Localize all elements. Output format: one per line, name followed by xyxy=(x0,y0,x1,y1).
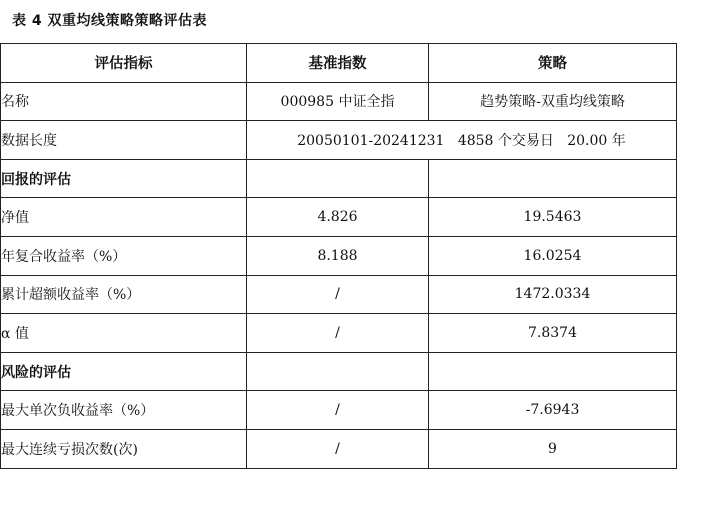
empty-cell xyxy=(429,352,677,391)
benchmark-cell: / xyxy=(247,391,429,430)
strategy-cell: 16.0254 xyxy=(429,236,677,275)
strategy-cell: 趋势策略-双重均线策略 xyxy=(429,82,677,121)
benchmark-cell: 8.188 xyxy=(247,236,429,275)
benchmark-cell: / xyxy=(247,429,429,468)
table-row xyxy=(1,121,677,160)
benchmark-cell: 4.826 xyxy=(247,198,429,237)
strategy-cell: 9 xyxy=(429,429,677,468)
strategy-cell: 1472.0334 xyxy=(429,275,677,314)
row-label: 数据长度 xyxy=(1,121,247,160)
strategy-evaluation-table xyxy=(0,43,677,469)
section-label: 风险的评估 xyxy=(1,352,247,391)
row-label: 最大单次负收益率（%） xyxy=(1,391,247,430)
header-strategy: 策略 xyxy=(429,44,677,83)
table-row xyxy=(1,314,677,353)
empty-cell xyxy=(247,159,429,198)
row-label: 名称 xyxy=(1,82,247,121)
row-label: α 值 xyxy=(1,314,247,353)
empty-cell xyxy=(247,352,429,391)
section-row xyxy=(1,159,677,198)
header-metric: 评估指标 xyxy=(1,44,247,83)
row-label: 净值 xyxy=(1,198,247,237)
header-benchmark: 基准指数 xyxy=(247,44,429,83)
table-row xyxy=(1,275,677,314)
merged-value-cell: 20050101-20241231 4858 个交易日 20.00 年 xyxy=(247,121,677,160)
table-row xyxy=(1,198,677,237)
table-row xyxy=(1,82,677,121)
strategy-cell: 7.8374 xyxy=(429,314,677,353)
row-label: 年复合收益率（%） xyxy=(1,236,247,275)
table-row xyxy=(1,236,677,275)
strategy-cell: -7.6943 xyxy=(429,391,677,430)
section-label: 回报的评估 xyxy=(1,159,247,198)
table-row xyxy=(1,391,677,430)
strategy-cell: 19.5463 xyxy=(429,198,677,237)
benchmark-cell: / xyxy=(247,314,429,353)
empty-cell xyxy=(429,159,677,198)
section-row xyxy=(1,352,677,391)
benchmark-cell: / xyxy=(247,275,429,314)
row-label: 最大连续亏损次数(次) xyxy=(1,429,247,468)
row-label: 累计超额收益率（%） xyxy=(1,275,247,314)
benchmark-cell: 000985 中证全指 xyxy=(247,82,429,121)
table-header-row xyxy=(1,44,677,83)
table-row xyxy=(1,429,677,468)
table-caption: 表 4 双重均线策略策略评估表 xyxy=(12,13,207,29)
